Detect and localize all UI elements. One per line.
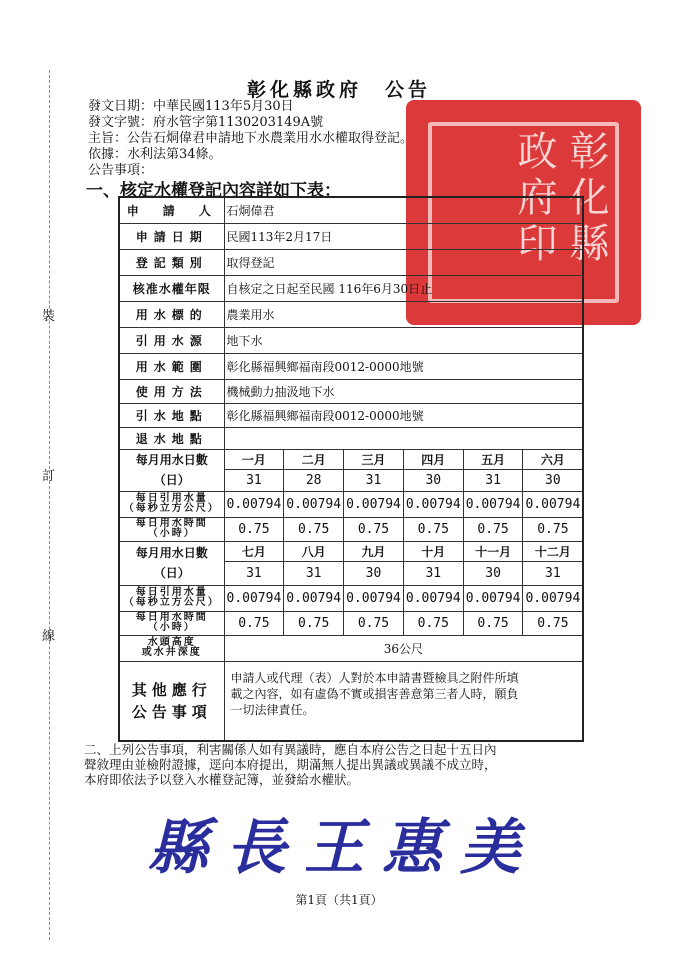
days-value: 31 — [403, 561, 463, 585]
days-label-line2: （日） — [153, 566, 190, 580]
usage-method-label: 使用方法 — [119, 379, 224, 403]
table-row — [119, 635, 583, 661]
intake-location-value: 彰化縣福興鄉福南段0012-0000地號 — [224, 403, 583, 427]
hours-label-line2: （小時） — [147, 528, 196, 539]
other-text-line3: 一切法律責任。 — [230, 702, 315, 717]
water-rights-table — [118, 196, 584, 742]
days-value: 30 — [344, 561, 404, 585]
applicant-label: 申 請 人 — [119, 197, 224, 223]
flow-value: 0.00794 — [284, 491, 344, 517]
other-notices-text — [224, 661, 583, 741]
hours-value: 0.75 — [224, 611, 284, 635]
seal-lettering: 彰化縣政府印 — [511, 130, 609, 268]
table-row — [119, 611, 583, 635]
document-number: 發文字號：府水管字第1130203149A號 — [88, 115, 324, 130]
daily-flow-label — [119, 585, 224, 611]
flow-value: 0.00794 — [224, 491, 284, 517]
hours-value: 0.75 — [463, 517, 523, 541]
other-notices-label — [119, 661, 224, 741]
head-label-line1: 水頭高度 — [147, 637, 196, 648]
water-source-value: 地下水 — [224, 327, 583, 353]
days-value: 30 — [403, 469, 463, 491]
hours-value: 0.75 — [344, 517, 404, 541]
flow-value: 0.00794 — [344, 491, 404, 517]
flow-value: 0.00794 — [403, 491, 463, 517]
table-row — [119, 275, 583, 301]
section-two-line1: 二、上列公告事項，利害關係人如有異議時，應自本府公告之日起十五日內 — [84, 742, 497, 757]
applicant-value: 石烔偉君 — [224, 197, 583, 223]
days-label-line1: 每月用水日數 — [135, 546, 208, 560]
flow-value: 0.00794 — [403, 585, 463, 611]
days-value: 31 — [224, 561, 284, 585]
flow-value: 0.00794 — [344, 585, 404, 611]
table-row — [119, 427, 583, 449]
days-value: 28 — [284, 469, 344, 491]
table-row — [119, 301, 583, 327]
days-value: 31 — [344, 469, 404, 491]
binding-mark-zhuang: 裝 — [42, 309, 56, 324]
legal-basis: 依據：水利法第34條。 — [88, 147, 222, 162]
hours-value: 0.75 — [284, 611, 344, 635]
table-row — [119, 249, 583, 275]
application-date-value: 民國113年2月17日 — [224, 223, 583, 249]
month-header: 十二月 — [523, 541, 583, 561]
hours-value: 0.75 — [403, 611, 463, 635]
month-header: 六月 — [523, 449, 583, 469]
flow-label-line1: 每日引用水量 — [135, 493, 208, 504]
approved-term-label: 核准水權年限 — [119, 275, 224, 301]
month-header: 九月 — [344, 541, 404, 561]
flow-label-line2: （每秒立方公尺） — [123, 597, 220, 608]
month-header: 四月 — [403, 449, 463, 469]
month-header: 一月 — [224, 449, 284, 469]
hours-label-line1: 每日用水時間 — [135, 518, 208, 529]
flow-value: 0.00794 — [463, 585, 523, 611]
flow-value: 0.00794 — [463, 491, 523, 517]
approved-term-value: 自核定之日起至民國 116年6月30日止 — [224, 275, 583, 301]
binding-mark-ding: 訂 — [42, 469, 56, 484]
table-row — [119, 449, 583, 469]
hours-value: 0.75 — [224, 517, 284, 541]
days-label-line2: （日） — [153, 473, 190, 487]
month-header: 八月 — [284, 541, 344, 561]
table-row — [119, 223, 583, 249]
discharge-location-value — [224, 427, 583, 449]
other-label-line1: 其他應行 — [131, 680, 212, 699]
days-value: 31 — [523, 561, 583, 585]
document-title: 彰化縣政府 公告 — [246, 79, 431, 101]
hours-value: 0.75 — [523, 611, 583, 635]
section-two — [84, 742, 584, 787]
table-row — [119, 517, 583, 541]
month-header: 七月 — [224, 541, 284, 561]
water-source-label: 引用水源 — [119, 327, 224, 353]
days-value: 31 — [224, 469, 284, 491]
intake-location-label: 引水地點 — [119, 403, 224, 427]
table-row — [119, 585, 583, 611]
other-label-line2: 公告事項 — [131, 702, 212, 721]
table-row — [119, 403, 583, 427]
section-two-line2: 聲敘理由並檢附證據，逕向本府提出，期滿無人提出異議或異議不成立時， — [84, 757, 497, 772]
month-header: 五月 — [463, 449, 523, 469]
days-value: 30 — [523, 469, 583, 491]
water-use-label: 用水標的 — [119, 301, 224, 327]
table-row — [119, 353, 583, 379]
hours-value: 0.75 — [403, 517, 463, 541]
binding-line — [49, 70, 50, 940]
hours-label-line2: （小時） — [147, 622, 196, 633]
hours-value: 0.75 — [463, 611, 523, 635]
days-value: 30 — [463, 561, 523, 585]
flow-value: 0.00794 — [523, 491, 583, 517]
daily-flow-label — [119, 491, 224, 517]
hours-value: 0.75 — [344, 611, 404, 635]
binding-mark-xian: 線 — [42, 629, 56, 644]
month-header: 二月 — [284, 449, 344, 469]
page-footer: 第1頁（共1頁） — [295, 893, 383, 907]
table-row — [119, 197, 583, 223]
water-use-value: 農業用水 — [224, 301, 583, 327]
daily-hours-label — [119, 517, 224, 541]
head-label-line2: 或水井深度 — [141, 647, 202, 658]
days-per-month-label — [119, 541, 224, 585]
month-header: 十一月 — [463, 541, 523, 561]
flow-value: 0.00794 — [284, 585, 344, 611]
water-head-label — [119, 635, 224, 661]
usage-method-value: 機械動力抽汲地下水 — [224, 379, 583, 403]
hours-value: 0.75 — [523, 517, 583, 541]
discharge-location-label: 退水地點 — [119, 427, 224, 449]
application-date-label: 申請日期 — [119, 223, 224, 249]
month-header: 三月 — [344, 449, 404, 469]
table-row — [119, 327, 583, 353]
magistrate-signature: 縣長王惠美 — [148, 813, 538, 883]
flow-label-line2: （每秒立方公尺） — [123, 503, 220, 514]
flow-label-line1: 每日引用水量 — [135, 587, 208, 598]
table-row — [119, 379, 583, 403]
flow-value: 0.00794 — [523, 585, 583, 611]
month-header: 十月 — [403, 541, 463, 561]
registration-type-value: 取得登記 — [224, 249, 583, 275]
days-per-month-label — [119, 449, 224, 491]
days-value: 31 — [463, 469, 523, 491]
table-row — [119, 661, 583, 741]
table-row — [119, 491, 583, 517]
water-area-value: 彰化縣福興鄉福南段0012-0000地號 — [224, 353, 583, 379]
other-text-line2: 載之內容，如有虛偽不實或損害善意第三者人時，願負 — [230, 686, 519, 701]
water-area-label: 用水範圍 — [119, 353, 224, 379]
water-head-value: 36公尺 — [224, 635, 583, 661]
section-two-line3: 本府即依法予以登入水權登記簿，並發給水權狀。 — [84, 772, 360, 787]
hours-label-line1: 每日用水時間 — [135, 612, 208, 623]
hours-value: 0.75 — [284, 517, 344, 541]
notice-items-heading: 公告事項： — [88, 163, 154, 178]
flow-value: 0.00794 — [224, 585, 284, 611]
other-text-line1: 申請人或代理（表）人對於本申請書暨檢具之附件所填 — [230, 670, 519, 685]
section-one-heading: 一、核定水權登記內容詳如下表： — [86, 181, 341, 201]
daily-hours-label — [119, 611, 224, 635]
subject: 主旨：公告石烔偉君申請地下水農業用水水權取得登記。 — [88, 131, 414, 146]
days-label-line1: 每月用水日數 — [135, 453, 208, 467]
days-value: 31 — [284, 561, 344, 585]
table-row — [119, 541, 583, 561]
registration-type-label: 登記類別 — [119, 249, 224, 275]
issue-date: 發文日期：中華民國113年5月30日 — [88, 99, 294, 114]
